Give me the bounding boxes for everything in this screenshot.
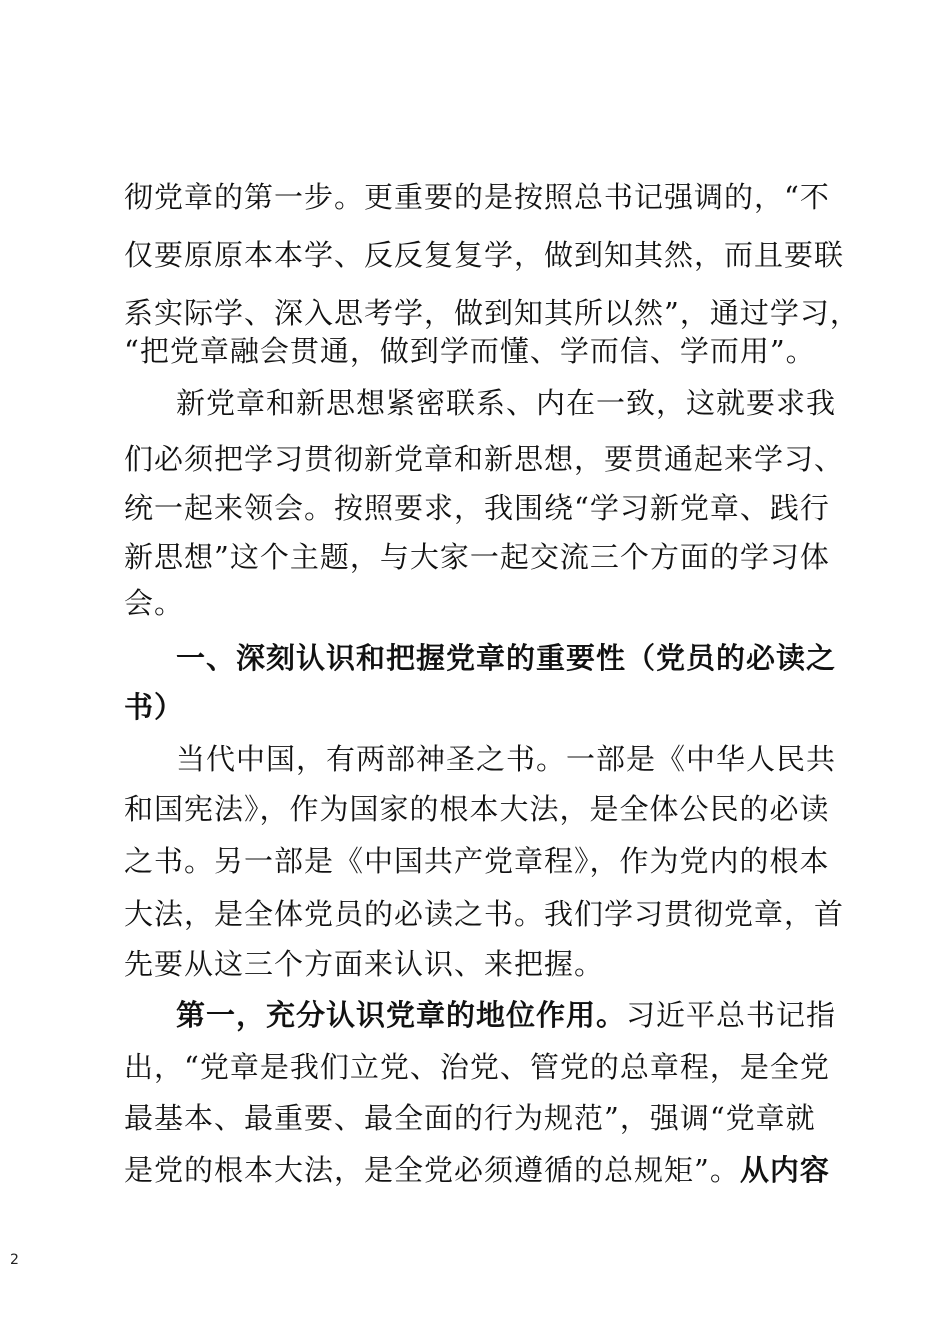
text-line xyxy=(124,1150,830,1190)
text-line: 会。 xyxy=(124,586,185,620)
section-heading: 一、深刻认识和把握党章的重要性（党员的必读之 xyxy=(176,641,837,675)
text-line: 出，“党章是我们立党、治党、管党的总章程，是全党 xyxy=(124,1050,830,1084)
text-line: 当代中国，有两部神圣之书。一部是《中华人民共 xyxy=(176,742,837,776)
text-line: 新党章和新思想紧密联系、内在一致，这就要求我 xyxy=(176,386,837,420)
bold-tail: 从内容 xyxy=(739,1153,830,1187)
text-line: 系实际学、深入思考学，做到知其所以然”，通过学习， xyxy=(124,296,860,330)
section-heading-continuation: 书） xyxy=(124,690,185,724)
text-line: 新思想”这个主题，与大家一起交流三个方面的学习体 xyxy=(124,540,830,574)
page-number: 2 xyxy=(10,1252,19,1268)
text-run: 是党的根本大法，是全党必须遵循的总规矩”。 xyxy=(124,1153,740,1187)
bold-lead-in: 第一，充分认识党章的地位作用。 xyxy=(176,998,627,1032)
text-line: 彻党章的第一步。更重要的是按照总书记强调的，“不 xyxy=(124,180,830,214)
text-line: 之书。另一部是《中国共产党章程》，作为党内的根本 xyxy=(124,844,830,878)
text-line xyxy=(176,995,837,1035)
text-line: 统一起来领会。按照要求，我围绕“学习新党章、践行 xyxy=(124,491,830,525)
text-line: 最基本、最重要、最全面的行为规范”，强调“党章就 xyxy=(124,1101,816,1135)
text-line: 和国宪法》，作为国家的根本大法，是全体公民的必读 xyxy=(124,792,830,826)
text-line: 们必须把学习贯彻新党章和新思想，要贯通起来学习、 xyxy=(124,442,845,476)
text-line: 大法，是全体党员的必读之书。我们学习贯彻党章，首 xyxy=(124,897,845,931)
text-line: 仅要原原本本学、反反复复学，做到知其然，而且要联 xyxy=(124,238,845,272)
text-line: “把党章融会贯通，做到学而懂、学而信、学而用”。 xyxy=(124,334,816,368)
text-line: 先要从这三个方面来认识、来把握。 xyxy=(124,947,605,981)
text-run: 习近平总书记指 xyxy=(626,998,837,1032)
